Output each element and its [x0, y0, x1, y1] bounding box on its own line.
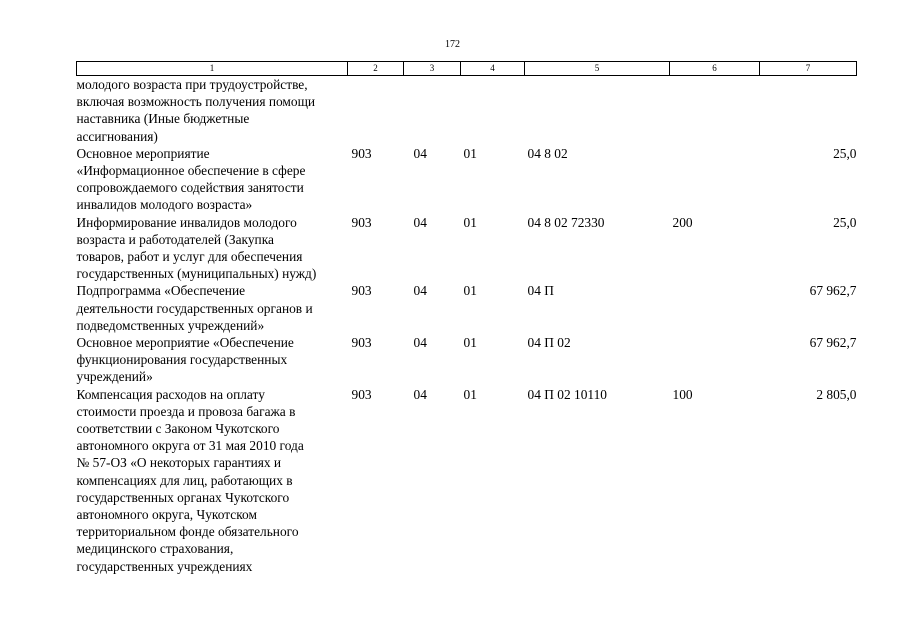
column-header-6: 6	[670, 62, 760, 76]
row-expense-type-code: 200	[672, 214, 693, 230]
row-target-article-code: 04 8 02 72330	[527, 214, 605, 230]
row-target-article-code: 04 П	[527, 283, 554, 299]
row-section-code: 04	[413, 145, 427, 161]
column-header-4: 4	[461, 62, 525, 76]
row-name-line: соответствии с Законом Чукотского	[76, 421, 280, 437]
row-target-article-code	[525, 76, 670, 145]
row-name-line: возраста и работодателей (Закупка	[76, 231, 274, 247]
row-amount: 2 805,0	[816, 386, 857, 402]
row-expense-type-code	[670, 145, 760, 214]
row-name-cell	[77, 76, 348, 145]
row-subsection-code: 01	[463, 145, 477, 161]
row-name-line: молодого возраста при трудоустройстве,	[76, 77, 308, 92]
row-name-line: Компенсация расходов на оплату	[76, 386, 265, 402]
row-section-code: 04	[413, 335, 427, 351]
row-name-line: № 57-ОЗ «О некоторых гарантиях и	[76, 455, 282, 471]
row-name-line: инвалидов молодого возраста»	[76, 197, 253, 213]
row-name-line: Подпрограмма «Обеспечение	[76, 283, 246, 299]
row-name-line: деятельности государственных органов и	[76, 300, 313, 316]
row-name-line: автономного округа, Чукотском	[76, 507, 257, 523]
row-ministry-code: 903	[351, 283, 372, 299]
row-name-line: Основное мероприятие	[76, 145, 210, 161]
row-ministry-code	[348, 76, 404, 145]
row-name-line: Информирование инвалидов молодого	[76, 214, 297, 230]
row-name-cell	[77, 145, 348, 214]
row-subsection-code	[461, 76, 525, 145]
row-target-article-code: 04 П 02 10110	[527, 386, 607, 402]
row-name-line: учреждений»	[76, 369, 153, 385]
column-header-1: 1	[77, 62, 348, 76]
table-row	[77, 76, 857, 145]
row-name-line: функционирования государственных	[76, 352, 288, 368]
row-expense-type-code	[670, 334, 760, 386]
column-header-3: 3	[404, 62, 461, 76]
row-name-line: автономного округа от 31 мая 2010 года	[76, 438, 304, 454]
row-name-line: государственных учреждениях	[76, 558, 253, 574]
row-target-article-code: 04 8 02	[527, 145, 568, 161]
row-amount: 25,0	[833, 214, 857, 230]
row-name-line: государственных органах Чукотского	[76, 489, 290, 505]
column-header-2: 2	[348, 62, 404, 76]
row-amount: 25,0	[833, 145, 857, 161]
row-amount	[760, 76, 857, 145]
row-name-line: «Информационное обеспечение в сфере	[76, 163, 306, 179]
row-target-article-code: 04 П 02	[527, 335, 571, 351]
row-subsection-code: 01	[463, 283, 477, 299]
row-name-cell	[77, 282, 348, 334]
row-expense-type-code: 100	[672, 386, 693, 402]
budget-table	[76, 61, 857, 575]
table-body	[77, 76, 857, 575]
row-expense-type-code	[670, 76, 760, 145]
row-ministry-code: 903	[351, 214, 372, 230]
row-ministry-code: 903	[351, 145, 372, 161]
row-name-cell	[77, 386, 348, 575]
table-row	[77, 214, 857, 283]
row-name-line: компенсациях для лиц, работающих в	[76, 472, 293, 488]
row-amount: 67 962,7	[809, 335, 857, 351]
row-amount: 67 962,7	[809, 283, 857, 299]
row-name-line: ассигнования)	[76, 128, 158, 144]
row-name-line: Основное мероприятие «Обеспечение	[76, 335, 294, 351]
row-expense-type-code	[670, 282, 760, 334]
table-row	[77, 282, 857, 334]
row-name-line: сопровождаемого содействия занятости	[76, 180, 304, 196]
row-section-code: 04	[413, 214, 427, 230]
row-section-code: 04	[413, 386, 427, 402]
row-subsection-code: 01	[463, 335, 477, 351]
column-header-row	[77, 62, 857, 76]
row-section-code: 04	[413, 283, 427, 299]
row-subsection-code: 01	[463, 386, 477, 402]
table-row	[77, 334, 857, 386]
row-name-line: включая возможность получения помощи	[76, 94, 316, 110]
row-name-line: территориальном фонде обязательного	[76, 524, 299, 540]
table-row	[77, 145, 857, 214]
row-name-cell	[77, 214, 348, 283]
row-name-cell	[77, 334, 348, 386]
row-name-line: медицинского страхования,	[76, 541, 234, 557]
page-number: 172	[445, 39, 460, 50]
row-section-code	[404, 76, 461, 145]
row-ministry-code: 903	[351, 335, 372, 351]
row-ministry-code: 903	[351, 386, 372, 402]
row-name-line: наставника (Иные бюджетные	[76, 111, 250, 127]
row-name-line: государственных (муниципальных) нужд)	[76, 266, 317, 282]
row-subsection-code: 01	[463, 214, 477, 230]
column-header-7: 7	[760, 62, 857, 76]
column-header-5: 5	[525, 62, 670, 76]
row-name-line: товаров, работ и услуг для обеспечения	[76, 249, 303, 265]
row-name-line: подведомственных учреждений»	[76, 317, 265, 333]
row-name-line: стоимости проезда и провоза багажа в	[76, 403, 296, 419]
table-row	[77, 386, 857, 575]
